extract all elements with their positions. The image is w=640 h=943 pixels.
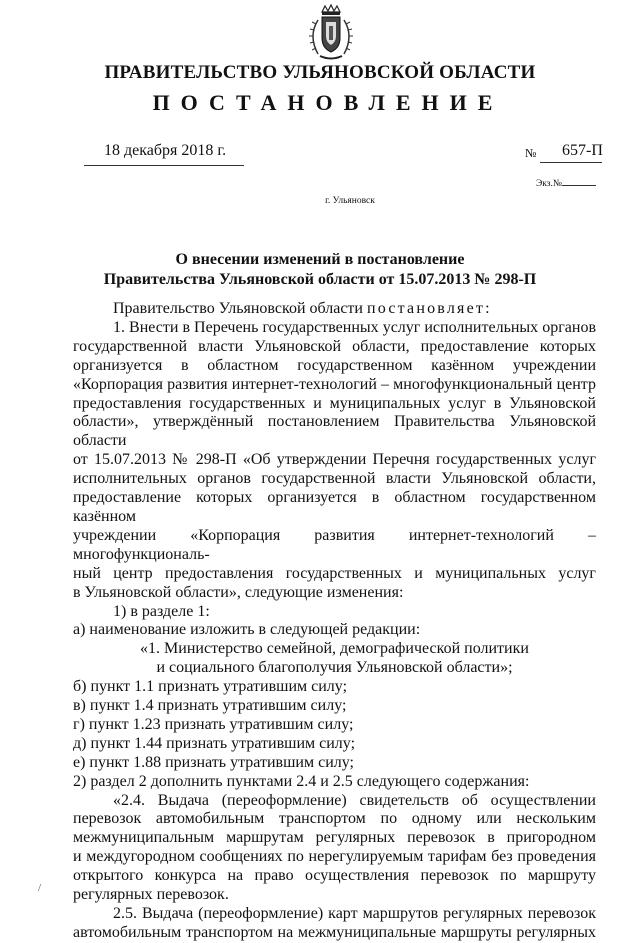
document-number: 657-П <box>562 142 603 159</box>
quote-line: «1. Министерство семейной, демографической политики <box>140 640 529 658</box>
document-body <box>73 300 596 943</box>
subsection-2: 2) раздел 2 дополнить пунктами 2.4 и 2.5 следующего содержания: <box>73 772 530 790</box>
body-line: государственной власти Ульяновской области, предоставление которых <box>73 337 596 355</box>
body-line: от 15.07.2013 № 298-П «Об утверждении Перечня государственных услуг <box>73 451 596 469</box>
city: г. Ульяновск <box>325 196 375 206</box>
document-type: ПОСТАНОВЛЕНИЕ <box>152 90 504 115</box>
body-line: исполнительных органов государственной власти Ульяновской области, <box>73 470 596 488</box>
body-line: и междугородном сообщениях по нерегулируемым тарифам без проведения <box>73 848 596 866</box>
number-label: № <box>525 146 537 160</box>
item-d: д) пункт 1.44 признать утратившим силу; <box>73 734 356 752</box>
body-line: области», утверждённый постановлением Правительства Ульяновской области <box>73 413 596 450</box>
body-line: организуется в областном государственном казённом учреждении <box>73 356 596 374</box>
body-line: автомобильным транспортом на межмуниципальные маршруты регулярных <box>73 923 596 941</box>
body-line: 2.5. Выдача (переоформление) карт маршрутов регулярных перевозок <box>113 905 596 922</box>
body-line: регулярных перевозок. <box>73 886 229 904</box>
intro-text: Правительство Ульяновской области <box>113 300 363 317</box>
title-line: О внесении изменений в постановление <box>175 251 465 268</box>
copy-number <box>536 177 596 189</box>
item-b: б) пункт 1.1 признать утратившим силу; <box>73 678 348 696</box>
number-underline <box>540 162 602 163</box>
stray-mark: / <box>38 882 42 894</box>
item-v: в) пункт 1.4 признать утратившим силу; <box>73 697 347 715</box>
title-line: Правительства Ульяновской области от 15.07.2013 № 298-П <box>103 271 537 288</box>
document-title <box>0 250 640 290</box>
body-line: «2.4. Выдача (переоформление) свидетельств об осуществлении <box>113 791 596 809</box>
intro-verb: постановляет: <box>366 300 492 317</box>
item-g: г) пункт 1.23 признать утратившим силу; <box>73 715 354 733</box>
copy-blank-line <box>562 177 596 186</box>
body-line: «Корпорация развития интернет-технологий – многофункциональный центр <box>73 375 596 393</box>
body-line: ный центр предоставления государственных и муниципальных услуг <box>73 564 596 582</box>
intro-line <box>73 300 596 319</box>
subsection-1: 1) в разделе 1: <box>113 602 210 620</box>
organization-name: ПРАВИТЕЛЬСТВО УЛЬЯНОВСКОЙ ОБЛАСТИ <box>104 62 536 83</box>
document-date: 18 декабря 2018 г. <box>104 142 227 159</box>
body-line: учреждении «Корпорация развития интернет-технологий – многофункциональ- <box>73 526 596 563</box>
body-line: предоставления государственных и муниципальных услуг в Ульяновской <box>73 394 596 412</box>
item-e: е) пункт 1.88 признать утратившим силу; <box>73 753 354 771</box>
coat-of-arms-emblem <box>300 2 362 64</box>
copy-label: Экз.№ <box>536 179 562 189</box>
quote-line: и социального благополучия Ульяновской области»; <box>156 659 513 677</box>
body-line: 1. Внести в Перечень государственных услуг исполнительных органов <box>113 318 596 336</box>
body-line: межмуниципальным маршрутам регулярных перевозок в пригородном <box>73 829 596 847</box>
body-line: перевозок автомобильным транспортом по одному или нескольким <box>73 810 596 828</box>
body-line: в Ульяновской области», следующие изменения: <box>73 583 404 601</box>
date-underline <box>84 165 244 166</box>
item-a: а) наименование изложить в следующей редакции: <box>73 621 421 639</box>
body-line: открытого конкурса на право осуществления перевозок по маршруту <box>73 867 596 885</box>
body-line: предоставление которых организуется в областном государственном казённом <box>73 489 596 525</box>
